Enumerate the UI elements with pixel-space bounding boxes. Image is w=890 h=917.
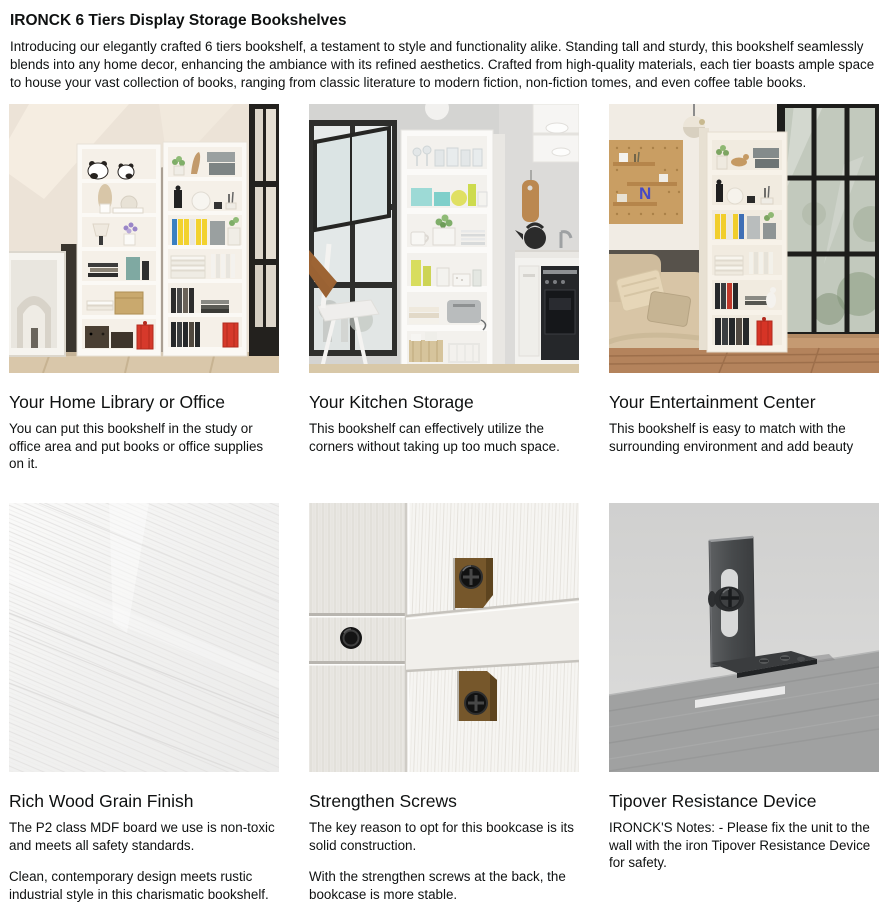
feature-card-home-library	[9, 104, 279, 503]
feature-heading: Strengthen Screws	[309, 791, 457, 811]
kitchen-storage-image	[309, 104, 579, 373]
feature-heading: Your Entertainment Center	[609, 392, 816, 412]
feature-card-entertainment	[609, 104, 879, 503]
feature-body: The P2 class MDF board we use is non-toxic and meets all safety standards.	[9, 820, 275, 853]
tipover-resistance-device-image	[609, 503, 879, 772]
feature-heading: Rich Wood Grain Finish	[9, 791, 194, 811]
feature-body: You can put this bookshelf in the study or office area and put books or office supplies on it.	[9, 421, 264, 471]
feature-grid	[9, 104, 879, 917]
home-library-office-image	[9, 104, 279, 373]
feature-body-2: Clean, contemporary design meets rustic industrial style in this charismatic bookshelf.	[9, 869, 269, 902]
page-title: IRONCK 6 Tiers Display Storage Bookshelves	[10, 12, 347, 29]
wood-grain-finish-image	[9, 503, 279, 772]
svg-text:N: N	[639, 184, 652, 203]
feature-card-kitchen	[309, 104, 579, 503]
feature-heading: Your Home Library or Office	[9, 392, 225, 412]
feature-heading: Your Kitchen Storage	[309, 392, 474, 412]
feature-card-wood-grain	[9, 503, 279, 917]
feature-body: IRONCK'S Notes: - Please fix the unit to the wall with the iron Tipover Resistance Device for safety.	[609, 820, 871, 870]
strengthen-screws-image	[309, 503, 579, 772]
entertainment-center-image	[609, 104, 879, 373]
feature-body: The key reason to opt for this bookcase is its solid construction.	[309, 820, 574, 853]
page-intro: Introducing our elegantly crafted 6 tiers bookshelf, a testament to style and functionality alike. Standing tall and sturdy, this bookshelf seamlessly blends into any home decor, enhancing the ambiance with its refined aesthetics. Crafted from high-quality materials, each tier boasts ample space to house your vast collection of books, ranging from classic literature to modern fiction, non-fiction tomes, and even coffee table books.	[10, 39, 875, 90]
feature-card-tipover	[609, 503, 879, 917]
feature-body: This bookshelf is easy to match with the surrounding environment and add beauty	[609, 421, 854, 454]
feature-body-2: With the strengthen screws at the back, the bookcase is more stable.	[309, 869, 566, 902]
feature-body: This bookshelf can effectively utilize the corners without taking up too much space.	[309, 421, 560, 454]
feature-card-screws	[309, 503, 579, 917]
feature-heading: Tipover Resistance Device	[609, 791, 817, 811]
